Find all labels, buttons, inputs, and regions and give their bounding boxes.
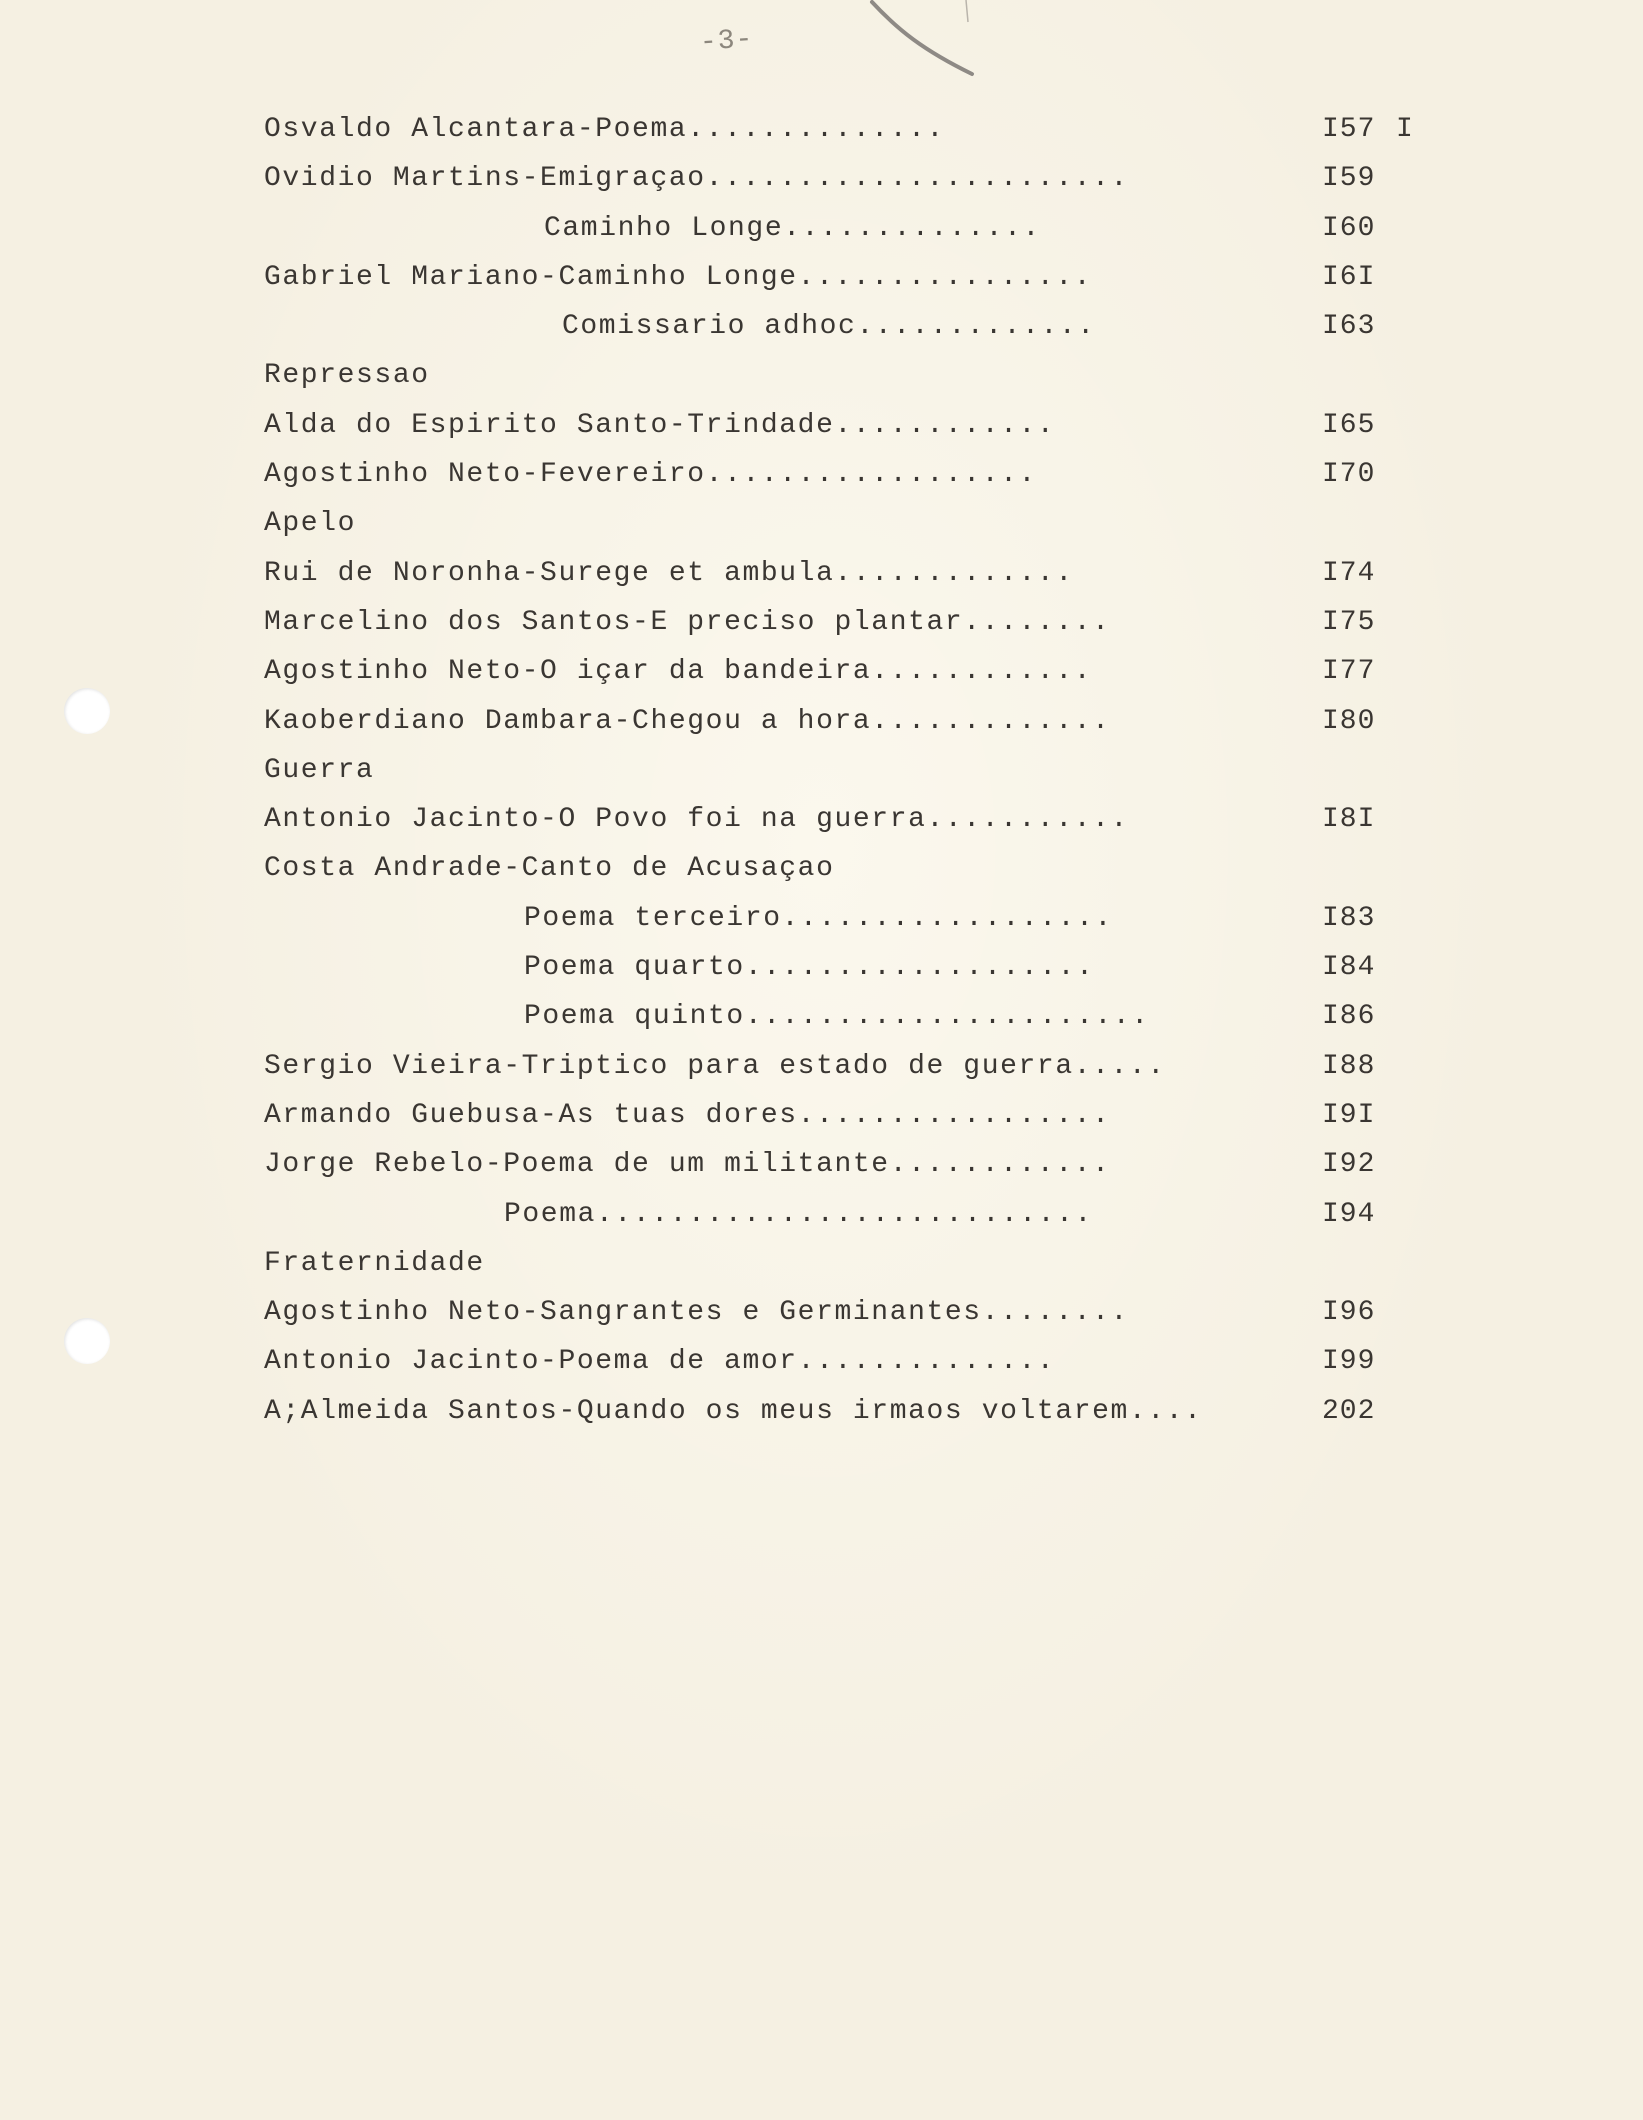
toc-entry [264, 302, 1424, 351]
toc-entry [264, 1288, 1424, 1337]
toc-entry [264, 647, 1424, 696]
toc-section-title: Repressao [264, 360, 430, 392]
toc-section-heading [264, 499, 1424, 548]
toc-entry-page: I92 [1322, 1149, 1376, 1181]
toc-entry-page: I9I [1322, 1099, 1376, 1131]
toc-entry [264, 943, 1424, 992]
toc-entry-page: I57 [1322, 114, 1376, 145]
toc-entry [264, 1042, 1424, 1091]
toc-entry-page: I88 [1322, 1050, 1376, 1082]
toc-entry-page: I74 [1322, 557, 1376, 589]
toc-entry [264, 992, 1424, 1041]
toc-entry-title: Poema quinto...................... [524, 1001, 1150, 1033]
toc-entry-title: Poema quarto................... [524, 952, 1095, 984]
toc-entry-title: Agostinho Neto-Sangrantes e Germinantes........ [264, 1297, 1129, 1329]
toc-entry-page: I94 [1322, 1198, 1376, 1230]
toc-section-title: Fraternidade [264, 1247, 485, 1279]
toc-entry-title: Gabriel Mariano-Caminho Longe................ [264, 261, 1093, 293]
toc-entry [264, 549, 1424, 598]
toc-entry-page: I77 [1322, 656, 1376, 688]
toc-section-heading [264, 351, 1424, 400]
toc-entry-page: I63 [1322, 311, 1376, 343]
toc-entry-title: Kaoberdiano Dambara-Chegou a hora............. [264, 705, 1111, 737]
toc-entry-page: I6I [1322, 261, 1376, 293]
toc-entry [264, 598, 1424, 647]
toc-entry [264, 253, 1424, 302]
pencil-stroke-mark [868, 0, 978, 80]
punch-hole-upper [64, 688, 110, 734]
toc-entry-title: Poema terceiro.................. [524, 902, 1113, 934]
toc-entry-page: I99 [1322, 1346, 1376, 1378]
page-number-mark: -3- [698, 24, 755, 59]
toc-entry-page: I8I [1322, 804, 1376, 836]
toc-entry-title: Osvaldo Alcantara-Poema.............. [264, 114, 945, 145]
toc-entry [264, 1337, 1424, 1386]
toc-entry-title: Antonio Jacinto-O Povo foi na guerra........... [264, 804, 1129, 836]
toc-entry [264, 1140, 1424, 1189]
toc-entry-title: Caminho Longe.............. [544, 212, 1041, 244]
toc-entry-title: A;Almeida Santos-Quando os meus irmaos voltarem.... [264, 1395, 1203, 1427]
table-of-contents [264, 105, 1424, 1436]
toc-section-heading [264, 746, 1424, 795]
toc-entry-title: Rui de Noronha-Surege et ambula............. [264, 557, 1074, 589]
toc-entry-title: Sergio Vieira-Triptico para estado de guerra..... [264, 1050, 1166, 1082]
toc-section-title: Guerra [264, 754, 375, 786]
toc-entry [264, 1387, 1424, 1436]
toc-entry [264, 1091, 1424, 1140]
toc-entry-title: Antonio Jacinto-Poema de amor.............. [264, 1346, 1056, 1378]
toc-entry-page: I84 [1322, 952, 1376, 984]
toc-entry [264, 154, 1424, 203]
toc-entry [264, 105, 1424, 154]
toc-entry [264, 1190, 1424, 1239]
toc-entry [264, 844, 1424, 893]
toc-entry-title: Agostinho Neto-O içar da bandeira............ [264, 656, 1093, 688]
toc-entry [264, 401, 1424, 450]
toc-entry-title: Armando Guebusa-As tuas dores................. [264, 1099, 1111, 1131]
toc-entry [264, 204, 1424, 253]
punch-hole-lower [64, 1318, 110, 1364]
toc-entry-title: Poema........................... [504, 1198, 1093, 1230]
toc-entry-page: I96 [1322, 1297, 1376, 1329]
toc-entry-marginal-mark: I [1396, 114, 1415, 145]
toc-entry [264, 795, 1424, 844]
toc-entry-page: I65 [1322, 409, 1376, 441]
toc-section-heading [264, 1239, 1424, 1288]
toc-section-title: Apelo [264, 508, 357, 540]
toc-entry-page: I83 [1322, 902, 1376, 934]
toc-entry-title: Agostinho Neto-Fevereiro.................. [264, 459, 1037, 491]
toc-entry-page: I59 [1322, 163, 1376, 195]
toc-entry-page: 202 [1322, 1395, 1376, 1427]
toc-entry-title: Jorge Rebelo-Poema de um militante............ [264, 1149, 1111, 1181]
toc-entry-title: Ovidio Martins-Emigraçao....................... [264, 163, 1129, 195]
toc-entry-title: Alda do Espirito Santo-Trindade............ [264, 409, 1056, 441]
toc-entry [264, 450, 1424, 499]
toc-entry-page: I80 [1322, 705, 1376, 737]
toc-entry [264, 697, 1424, 746]
toc-entry-page: I86 [1322, 1001, 1376, 1033]
toc-entry-page: I70 [1322, 459, 1376, 491]
toc-entry-title: Comissario adhoc............. [562, 311, 1096, 343]
toc-entry-title: Costa Andrade-Canto de Acusaçao [264, 853, 835, 885]
toc-entry-page: I75 [1322, 606, 1376, 638]
toc-entry-title: Marcelino dos Santos-E preciso plantar........ [264, 606, 1111, 638]
toc-entry-page: I60 [1322, 212, 1376, 244]
toc-entry [264, 894, 1424, 943]
